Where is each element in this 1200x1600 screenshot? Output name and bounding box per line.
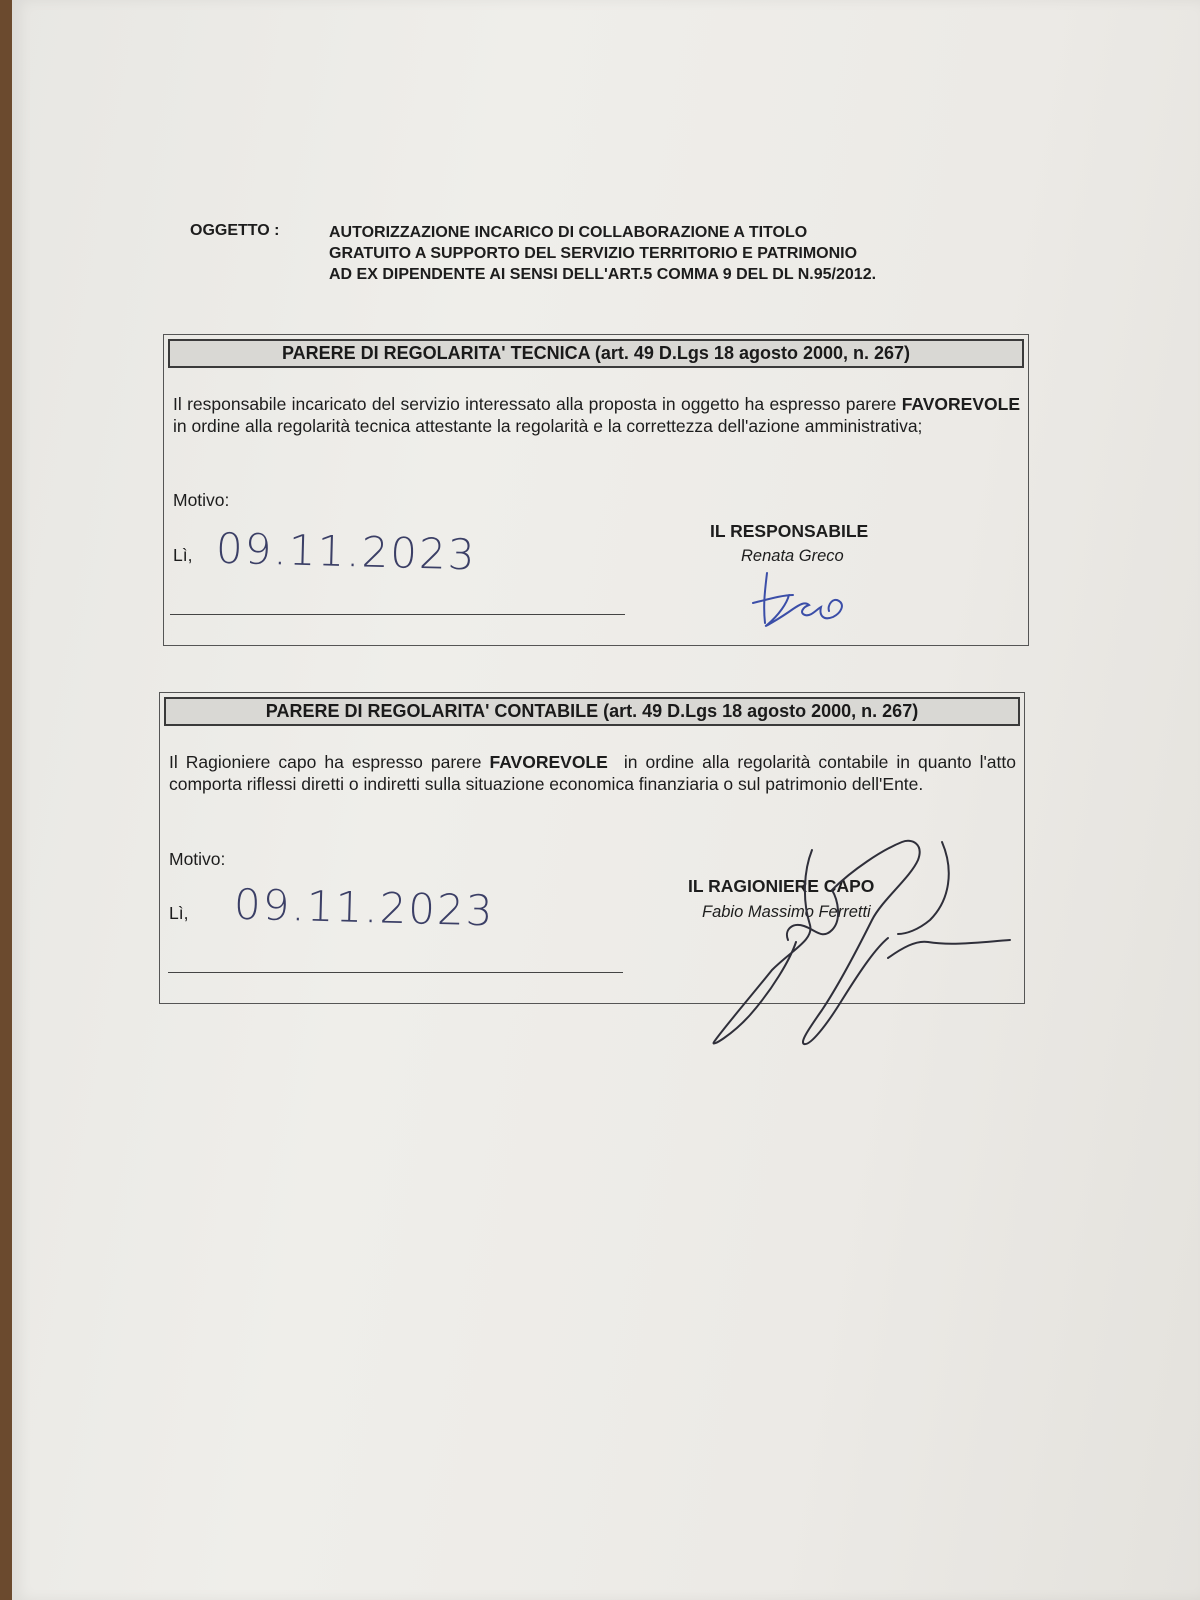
accounting-opinion-header: PARERE DI REGOLARITA' CONTABILE (art. 49 D.Lgs 18 agosto 2000, n. 267) (164, 697, 1020, 726)
accounting-handwritten-date: 09.11.2023 (233, 879, 496, 936)
technical-handwritten-date: 09.11.2023 (215, 523, 478, 580)
subject-label: OGGETTO : (190, 222, 280, 239)
accounting-role: IL RAGIONIERE CAPO (688, 876, 875, 896)
technical-opinion-box (163, 334, 1029, 646)
accounting-signature (692, 830, 1022, 1060)
document-page (12, 0, 1200, 1600)
accounting-motivo-label: Motivo: (169, 849, 226, 869)
technical-date-line (170, 614, 625, 615)
accounting-signer-name: Fabio Massimo Ferretti (702, 903, 871, 921)
accounting-text-start: Il Ragioniere capo ha espresso parere (169, 752, 490, 772)
accounting-opinion-text (169, 751, 1021, 795)
accounting-date-line (168, 972, 623, 973)
technical-motivo-label: Motivo: (173, 490, 230, 510)
technical-opinion-text (173, 393, 1020, 437)
technical-favorable: FAVOREVOLE (901, 394, 1020, 414)
technical-opinion-header: PARERE DI REGOLARITA' TECNICA (art. 49 D.Lgs 18 agosto 2000, n. 267) (168, 339, 1024, 368)
technical-li-label: Lì, (173, 545, 193, 565)
technical-text-start: Il responsabile incaricato del servizio interessato alla proposta in oggetto ha espresso parere (173, 394, 902, 414)
accounting-li-label: Lì, (169, 903, 189, 923)
technical-text-end: in ordine alla regolarità tecnica attestante la regolarità e la correttezza dell'azione amministrativa; (173, 416, 923, 436)
technical-role: IL RESPONSABILE (710, 521, 869, 541)
technical-signature (749, 565, 859, 635)
subject-text: AUTORIZZAZIONE INCARICO DI COLLABORAZIONE A TITOLO GRATUITO A SUPPORTO DEL SERVIZIO TERRITORIO E PATRIMONIO AD EX DIPENDENTE AI SENSI DELL'ART.5 COMMA 9 DEL DL N.95/2012. (329, 224, 877, 283)
accounting-text-end: in ordine alla regolarità contabile in quanto l'atto comporta riflessi diretti o indiretti sulla situazione economica finanziaria o sul patrimonio dell'Ente. (169, 752, 1021, 794)
accounting-favorable: FAVOREVOLE (489, 752, 608, 772)
technical-signer-name: Renata Greco (741, 547, 844, 565)
